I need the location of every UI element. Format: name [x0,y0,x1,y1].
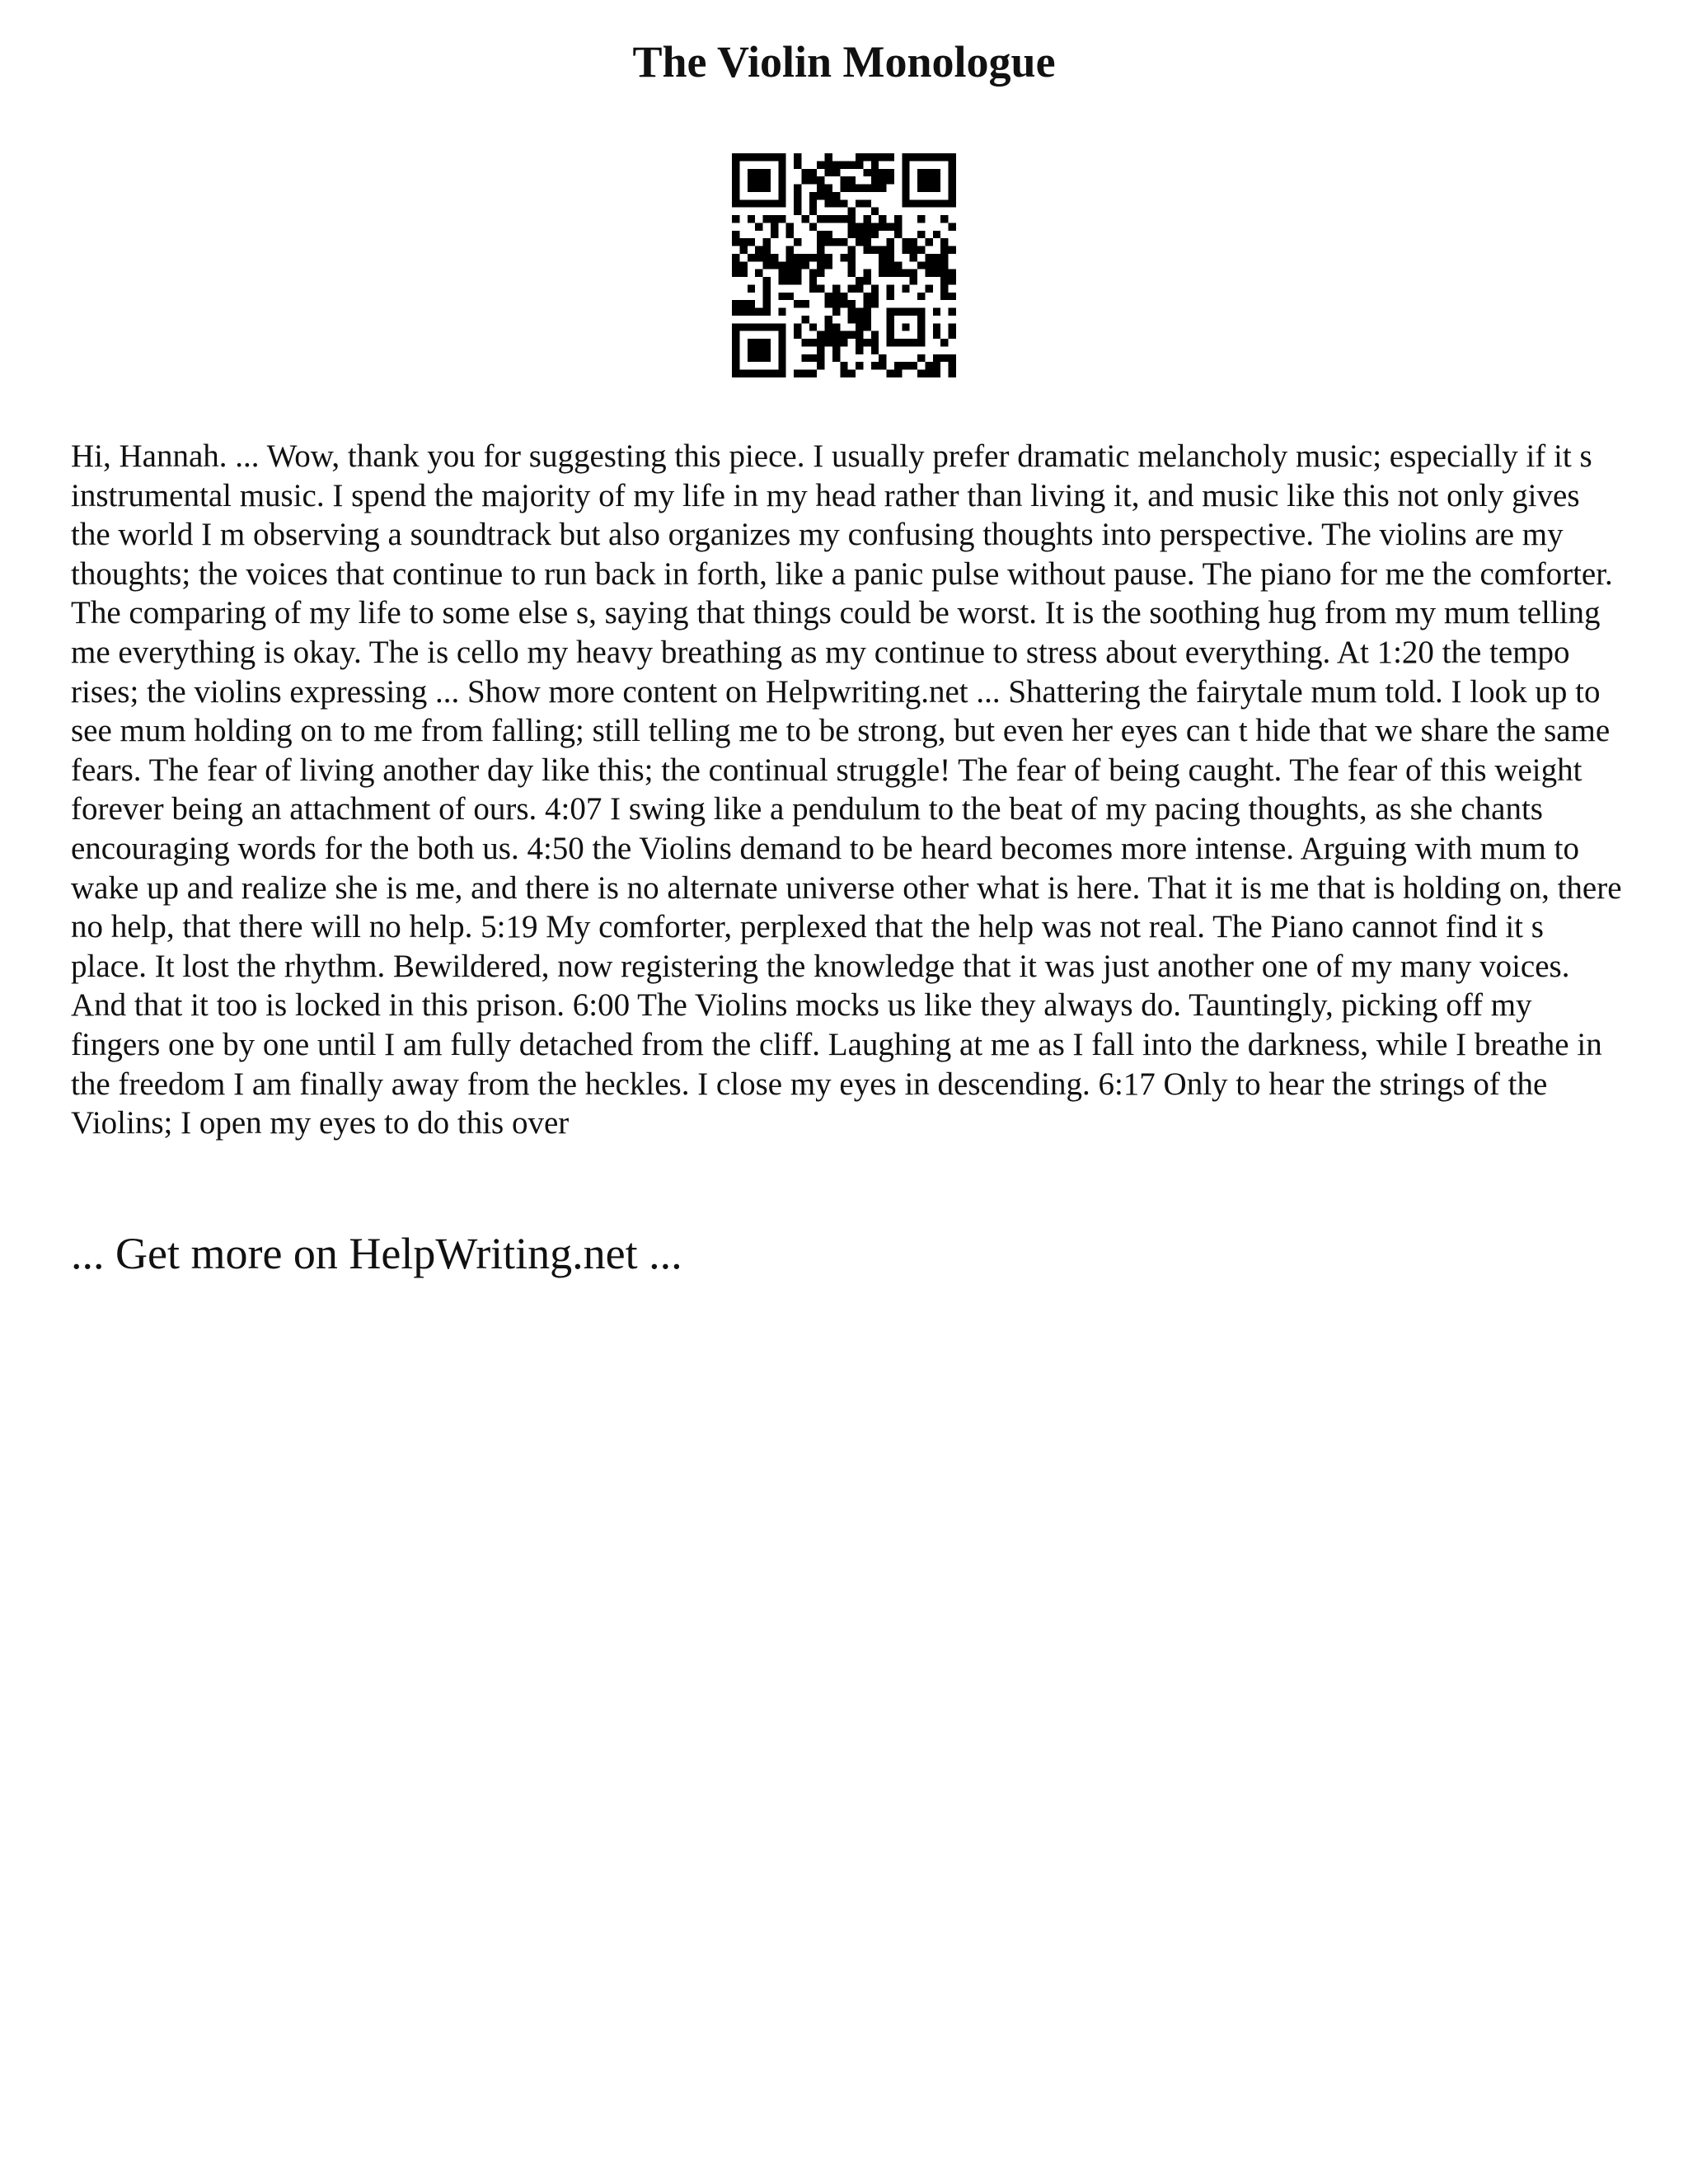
get-more-link[interactable]: ... Get more on HelpWriting.net ... [71,1229,682,1278]
qr-code-icon [732,153,956,377]
monologue-body-text: Hi, Hannah. ... Wow, thank you for suggesting this piece. I usually prefer dramatic melancholy music; especially if it s instrumental music. I spend the majority of my life in my head rather than living it, and music like this not only gives the world I m observing a soundtrack but also organizes my confusing thoughts into perspective. The violins are my thoughts; the voices that continue to run back in forth, like a panic pulse without pause. The piano for me the comforter. The comparing of my life to some else s, saying that things could be worst. It is the soothing hug from my mum telling me everything is okay. The is cello my heavy breathing as my continue to stress about everything. At 1:20 the tempo rises; the violins expressing ... Show more content on Helpwriting.net ... Shattering the fairytale mum told. I look up to see mum holding on to me from falling; still telling me to be strong, but even her eyes can t hide that we share the same fears. The fear of living another day like this; the continual struggle! The fear of being caught. The fear of this weight forever being an attachment of ours. 4:07 I swing like a pendulum to the beat of my pacing thoughts, as she chants encouraging words for the both us. 4:50 the Violins demand to be heard becomes more intense. Arguing with mum to wake up and realize she is me, and there is no alternate universe other what is here. That it is me that is holding on, there no help, that there will no help. 5:19 My comforter, perplexed that the help was not real. The Piano cannot find it s place. It lost the rhythm. Bewildered, now registering the knowledge that it was just another one of my many voices. And that it too is locked in this prison. 6:00 The Violins mocks us like they always do. Tauntingly, picking off my fingers one by one until I am fully detached from the cliff. Laughing at me as I fall into the darkness, while I breathe in the freedom I am finally away from the heckles. I close my eyes in descending. 6:17 Only to hear the strings of the Violins; I open my eyes to do this over [71,438,1622,1141]
document-title: The Violin Monologue [632,37,1056,87]
